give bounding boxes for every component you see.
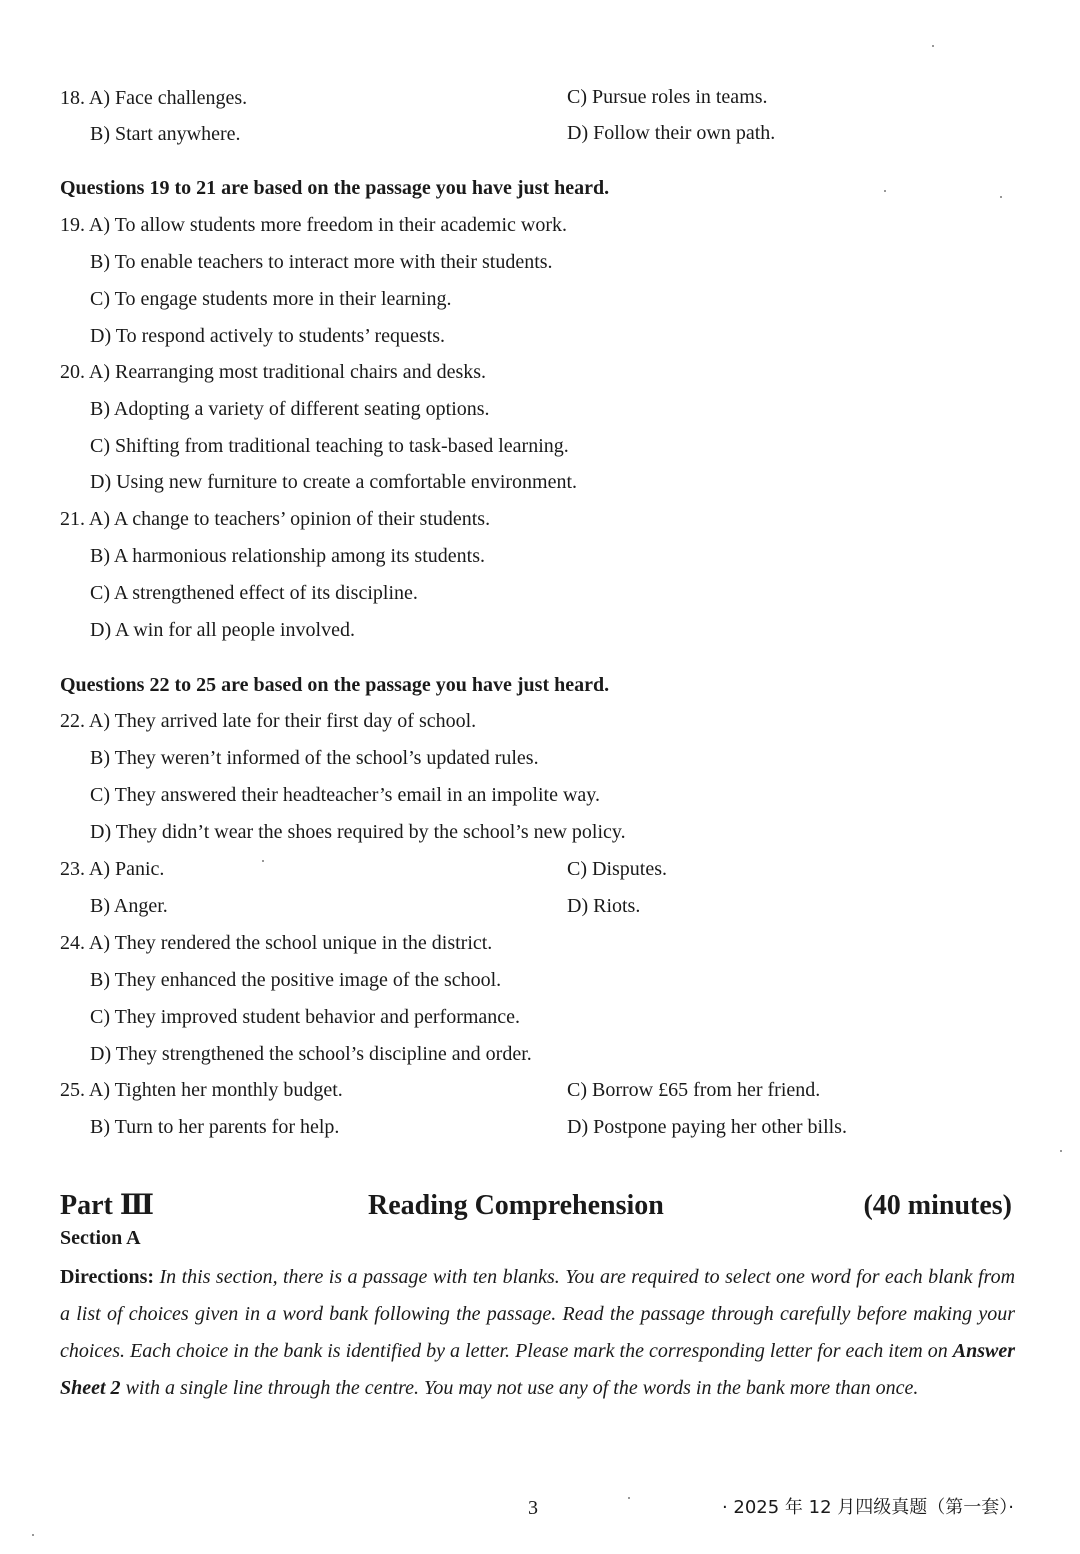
scan-speck	[932, 45, 934, 47]
directions-label: Directions:	[60, 1266, 155, 1288]
q23-option-b: B) Anger.	[90, 895, 168, 917]
part-title: Reading Comprehension	[368, 1190, 664, 1221]
q20-option-d: D) Using new furniture to create a comfortable environment.	[90, 471, 578, 493]
q19-option-b: B) To enable teachers to interact more with their students.	[90, 251, 553, 273]
q21-option-d: D) A win for all people involved.	[90, 619, 355, 641]
q22-option-b: B) They weren’t informed of the school’s updated rules.	[90, 747, 539, 769]
q18-option-a: 18. A) Face challenges.	[60, 87, 248, 109]
q25-option-b: B) Turn to her parents for help.	[90, 1116, 340, 1138]
scan-speck	[1000, 196, 1002, 198]
q20-option-b: B) Adopting a variety of different seating options.	[90, 398, 490, 420]
q22-option-a: 22. A) They arrived late for their first day of school.	[60, 710, 477, 732]
exam-tag: · 2025 年 12 月四级真题（第一套）·	[721, 1497, 1014, 1518]
q20-option-a: 20. A) Rearranging most traditional chairs and desks.	[60, 361, 487, 383]
q25-option-c: C) Borrow £65 from her friend.	[567, 1079, 821, 1101]
q25-option-d: D) Postpone paying her other bills.	[567, 1116, 847, 1138]
q24-option-c: C) They improved student behavior and performance.	[90, 1006, 521, 1028]
q22-option-c: C) They answered their headteacher’s email in an impolite way.	[90, 784, 600, 806]
q19-option-d: D) To respond actively to students’ requests.	[90, 325, 446, 347]
directions-text-1: In this section, there is a passage with ten blanks. You are required to select one word for each blank from a list of choices given in a word bank following the passage. Read the passage through carefully before making your choices. Each choice in the bank is identified by a letter. Please mark the corresponding letter for each item on	[60, 1266, 1016, 1362]
q19-option-a: 19. A) To allow students more freedom in their academic work.	[60, 214, 567, 236]
q23-option-a: 23. A) Panic.	[60, 858, 165, 880]
q23-option-d: D) Riots.	[567, 895, 641, 917]
q22-option-d: D) They didn’t wear the shoes required by the school’s new policy.	[90, 821, 626, 843]
q23-option-c: C) Disputes.	[567, 858, 667, 880]
q21-option-a: 21. A) A change to teachers’ opinion of their students.	[60, 508, 491, 530]
q18-option-c: C) Pursue roles in teams.	[567, 86, 768, 108]
q20-option-c: C) Shifting from traditional teaching to task-based learning.	[90, 435, 569, 457]
page-number: 3	[528, 1497, 538, 1519]
q24-option-a: 24. A) They rendered the school unique in the district.	[60, 932, 493, 954]
part-time: (40 minutes)	[863, 1190, 1012, 1221]
scan-speck	[262, 860, 264, 862]
questions-19-21-heading: Questions 19 to 21 are based on the passage you have just heard.	[60, 177, 610, 199]
q21-option-c: C) A strengthened effect of its discipline.	[90, 582, 418, 604]
q24-option-b: B) They enhanced the positive image of the school.	[90, 969, 502, 991]
scan-speck	[884, 190, 886, 192]
directions-text-2: with a single line through the centre. You may not use any of the words in the bank more than once.	[125, 1377, 919, 1399]
q18-option-d: D) Follow their own path.	[567, 122, 776, 144]
q24-option-d: D) They strengthened the school’s discipline and order.	[90, 1043, 532, 1065]
q25-option-a: 25. A) Tighten her monthly budget.	[60, 1079, 343, 1101]
questions-22-25-heading: Questions 22 to 25 are based on the passage you have just heard.	[60, 674, 610, 696]
section-label: Section A	[60, 1227, 141, 1249]
directions-paragraph	[60, 1259, 1015, 1407]
q18-option-b: B) Start anywhere.	[90, 123, 241, 145]
scan-speck	[32, 1534, 34, 1536]
q21-option-b: B) A harmonious relationship among its students.	[90, 545, 485, 567]
directions-answer-sheet: Answer Sheet 2	[60, 1340, 1016, 1399]
q19-option-c: C) To engage students more in their learning.	[90, 288, 452, 310]
part-label: Part Ⅲ	[60, 1190, 154, 1221]
scan-speck	[1060, 1150, 1062, 1152]
scan-speck	[628, 1497, 630, 1499]
